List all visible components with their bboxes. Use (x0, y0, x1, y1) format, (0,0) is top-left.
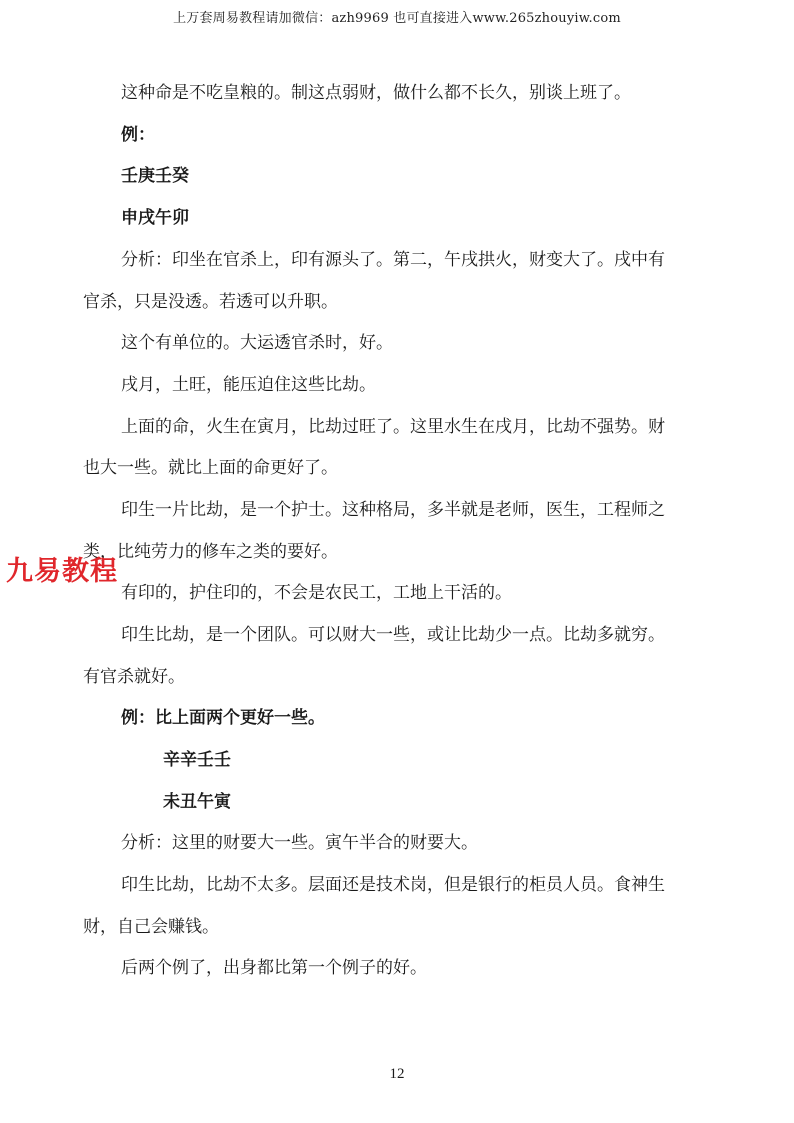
page-header: 上万套周易教程请加微信：azh9969 也可直接进入www.265zhouyiw.com (173, 11, 621, 26)
paragraph-line: 分析：这里的财要大一些。寅午半合的财要大。 (121, 833, 478, 853)
paragraph-line: 这个有单位的。大运透官杀时，好。 (121, 333, 393, 353)
paragraph-line: 印生比劫，是一个团队。可以财大一些，或让比劫少一点。比劫多就穷。 (121, 625, 665, 645)
example-label: 例： (121, 125, 155, 145)
paragraph-line: 有印的，护住印的，不会是农民工，工地上干活的。 (121, 583, 512, 603)
paragraph-line: 上面的命，火生在寅月，比劫过旺了。这里水生在戌月，比劫不强势。财 (121, 417, 665, 437)
paragraph-line: 这种命是不吃皇粮的。制这点弱财，做什么都不长久，别谈上班了。 (121, 83, 631, 103)
paragraph-line: 有官杀就好。 (83, 667, 185, 687)
paragraph-line: 分析：印坐在官杀上，印有源头了。第二，午戌拱火，财变大了。戌中有 (121, 250, 665, 270)
paragraph-line: 印生比劫，比劫不太多。层面还是技术岗，但是银行的柜员人员。食神生 (121, 875, 665, 895)
paragraph-line: 印生一片比劫，是一个护士。这种格局，多半就是老师，医生，工程师之 (121, 500, 665, 520)
example-label: 例：比上面两个更好一些。 (121, 708, 325, 728)
paragraph-line: 官杀，只是没透。若透可以升职。 (83, 292, 338, 312)
bazi-stems: 辛辛壬壬 (163, 750, 231, 770)
paragraph-line: 财，自己会赚钱。 (83, 917, 219, 937)
paragraph-line: 戌月，土旺，能压迫住这些比劫。 (121, 375, 376, 395)
paragraph-line: 也大一些。就比上面的命更好了。 (83, 458, 338, 478)
paragraph-line: 类，比纯劳力的修车之类的要好。 (83, 542, 338, 562)
page-number: 12 (389, 1066, 405, 1082)
bazi-branches: 申戌午卯 (121, 208, 189, 228)
watermark-logo: 九易教程 (6, 556, 118, 587)
paragraph-line: 后两个例了，出身都比第一个例子的好。 (121, 958, 427, 978)
bazi-branches: 未丑午寅 (163, 792, 231, 812)
bazi-stems: 壬庚壬癸 (121, 166, 189, 186)
